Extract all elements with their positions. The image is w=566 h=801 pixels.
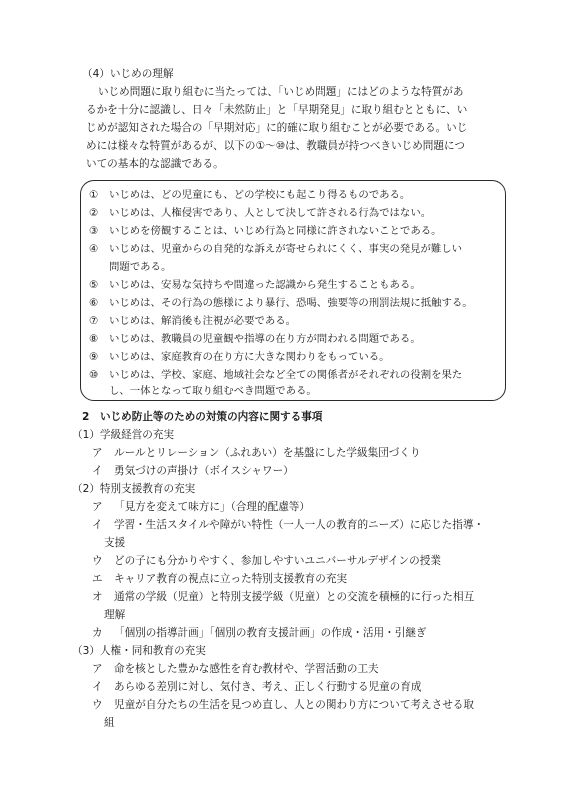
list-item: イ あらゆる差別に対し、気付き、考え、正しく行動する児童の育成 [92,681,422,693]
list-item: ① いじめは、どの児童にも、どの学校にも起こり得るものである。 [89,189,411,201]
intro-line: めには様々な特質があるが、以下の①〜⑩は、教職員が持つべきいじめ問題につ [86,140,465,152]
list-item-continuation: 理解 [104,609,126,621]
item-number: ⑦ [89,315,99,327]
list-item: ⑤ いじめは、安易な気持ちや間違った認識から発生することもある。 [89,279,421,291]
list-item: ウ どの子にも分かりやすく、参加しやすいユニバーサルデザインの授業 [92,555,441,567]
list-item: ウ 児童が自分たちの生活を見つめ直し、人との関わり方について考えさせる取 [92,699,474,711]
list-item: イ 勇気づけの声掛け（ボイスシャワー） [92,465,294,477]
list-item-continuation: 問題である。 [109,261,172,273]
intro-line: じめが認知された場合の「早期対応」に的確に取り組むことが必要である。いじ [86,122,468,134]
list-item: エ キャリア教育の視点に立った特別支援教育の充実 [92,573,348,585]
list-item: ⑩ いじめは、学校、家庭、地域社会など全ての関係者がそれぞれの役割を果た [89,369,463,381]
list-item: ⑧ いじめは、教職員の児童観や指導の在り方が問われる問題である。 [89,333,421,345]
list-item: ⑨ いじめは、家庭教育の在り方に大きな関わりをもっている。 [89,351,390,363]
list-item-continuation: 組 [104,717,115,729]
list-item: ⑥ いじめは、その行為の態様により暴行、恐喝、強要等の刑罰法規に抵触する。 [89,297,473,309]
subsection-heading: （2）特別支援教育の充実 [72,483,196,495]
list-item-continuation: 支援 [104,537,126,549]
item-number: ⑨ [89,351,99,363]
subsection-heading: （3）人権・同和教育の充実 [72,645,206,657]
item-number: ④ [89,243,99,255]
intro-line: るかを十分に認識し、日々「未然防止」と「早期発見」に取り組むとともに、い [86,104,468,116]
list-item: ③ いじめを傍観することは、いじめ行為と同様に許されないことである。 [89,225,442,237]
list-item: ア 「見方を変えて味方に」（合理的配慮等） [92,501,310,513]
list-item: ④ いじめは、児童からの自発的な訴えが寄せられにくく、事実の発見が難しい [89,243,463,255]
section-4-heading: （4）いじめの理解 [82,68,174,80]
section-2-heading: 2 いじめ防止等のための対策の内容に関する事項 [82,411,323,423]
item-number: ⑩ [89,369,99,381]
list-item: ア 命を核とした豊かな感性を育む教材や、学習活動の工夫 [92,663,379,675]
item-number: ① [89,189,99,201]
list-item: ② いじめは、人権侵害であり、人として決して許される行為ではない。 [89,207,432,219]
list-item: オ 通常の学級（児童）と特別支援学級（児童）との交流を積極的に行った相互 [92,591,475,603]
item-number: ② [89,207,99,219]
item-number: ⑥ [89,297,99,309]
basic-recognition-box [80,180,506,401]
list-item: カ 「個別の指導計画」「個別の教育支援計画」の作成・活用・引継ぎ [92,627,427,639]
item-number: ⑤ [89,279,99,291]
item-number: ③ [89,225,99,237]
intro-line: いての基本的な認識である。 [86,158,224,170]
item-number: ⑧ [89,333,99,345]
list-item: ア ルールとリレーション（ふれあい）を基盤にした学級集団づくり [92,447,421,459]
list-item: ⑦ いじめは、解消後も注視が必要である。 [89,315,297,327]
list-item: イ 学習・生活スタイルや障がい特性（一人一人の教育的ニーズ）に応じた指導・ [92,519,485,531]
subsection-heading: （1）学級経営の充実 [72,429,175,441]
intro-line: いじめ問題に取り組むに当たっては、「いじめ問題」にはどのような特質があ [98,86,464,98]
list-item-continuation: し、一体となって取り組むべき問題である。 [109,385,317,397]
